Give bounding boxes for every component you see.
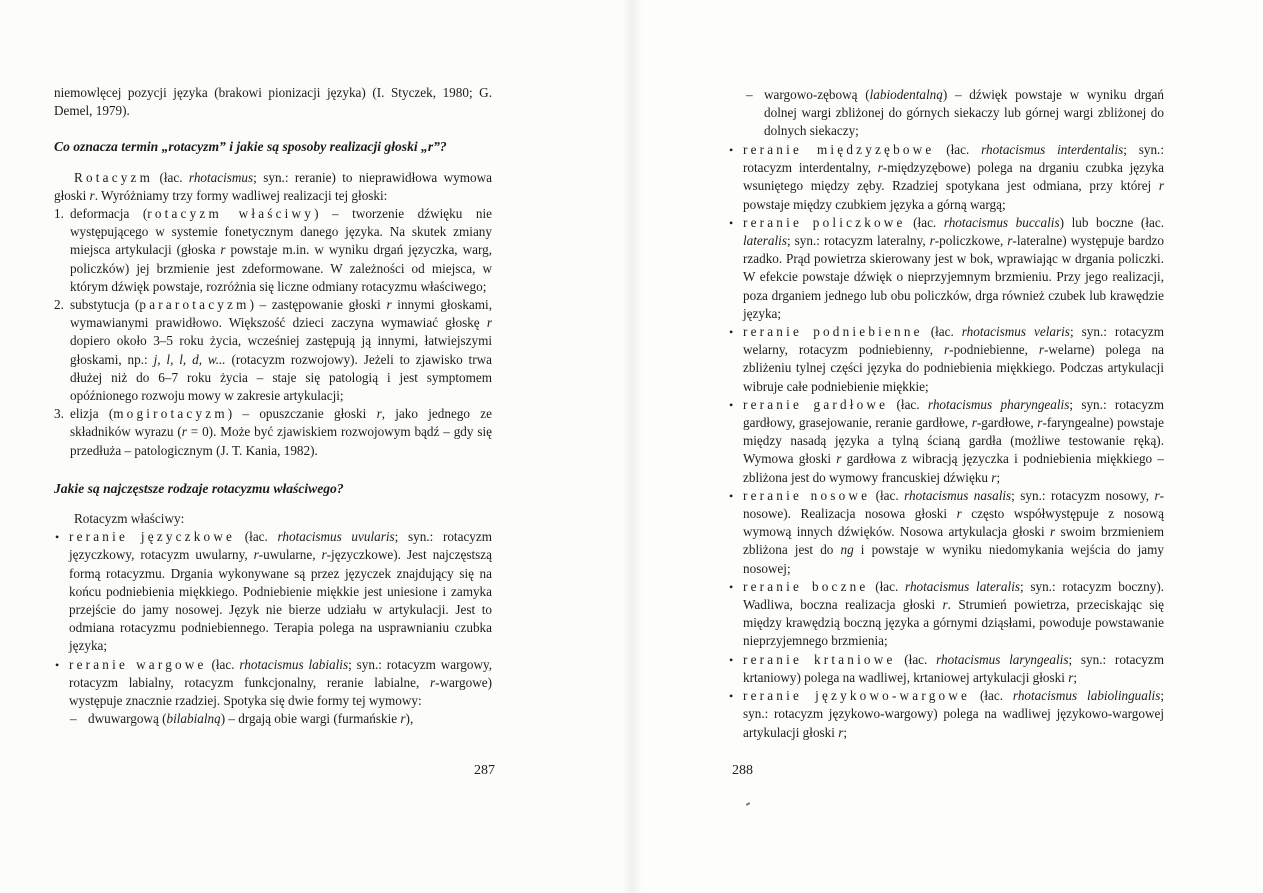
rotacism-types-list <box>54 528 492 710</box>
list-item: • reranie wargowe (łac. rhotacismus labialis; syn.: rotacyzm wargowy, rotacyzm labialny, rotacyzm funkcjonalny, reranie labialne, r-wargowe) występuje znacznie rzadziej. Spotyka się dwie formy tej wymowy: <box>55 656 493 709</box>
list-item: • reranie języczkowe (łac. rhotacismus uvularis; syn.: rotacyzm języczkowy, rotacyzm uwularny, r-uwularne, r-języczkowe). Jest najczęstszą formą rotacyzmu. Drgania wykonywane są przez języczek znajdujący się na końcu podniebienia miękkiego. Podniebienie miękkie jest uniesione i zamyka przejście do jamy nosowej. Język nie bierze udziału w artykulacji. Jest to odmiana rotacyzmu podniebiennego. Terapia polega na usprawnianiu czubka języka; <box>55 529 492 654</box>
question-heading-2: Jakie są najczęstsze rodzaje rotacyzmu właściwego? <box>54 480 344 496</box>
list-item: • reranie nosowe (łac. rhotacismus nasalis; syn.: rotacyzm nosowy, r-nosowe). Realizacja nosowa głoski r często współwystępuje z nosową wymową innych dźwięków. Nosowa artykulacja głoski r swoim brzmieniem zbliżona jest do ng i powstaje w wyniku niedomykania wejścia do jamy nosowej; <box>729 487 1165 576</box>
list-item: • reranie policzkowe (łac. rhotacismus buccalis) lub boczne (łac. lateralis; syn.: rotacyzm lateralny, r-policzkowe, r-lateralne) występuje bardzo rzadko. Prąd powietrza skierowany jest w bok, wprawiając w drgania policzki. W efekcie powstaje dźwięk o nieprzyjemnym brzmieniu. Przy jego realizacji, poza drganiem jednego lub obu policzków, drga również czubek lub krawędzie języka; <box>729 214 1164 321</box>
sub-item-bilabial: – dwuwargową (bilabialną) – drgają obie wargi (furmańskie r), <box>70 711 414 727</box>
book-gutter <box>622 0 642 893</box>
list-item: • reranie podniebienne (łac. rhotacismus velaris; syn.: rotacyzm welarny, rotacyzm podniebienny, r-podniebienne, r-welarne) polega na zbliżeniu tylnej części języka do podniebienia miękkiego. Podczas artykulacji wibruje całe podniebienie miękkie; <box>729 324 1164 394</box>
scan-speck <box>746 802 750 806</box>
page-number-left: 287 <box>474 763 495 778</box>
right-page-text <box>746 86 1164 141</box>
list-item: 2. substytucja (pararotacyzm) – zastępowanie głoski r innymi głoskami, wymawianymi prawidłowo. Większość dzieci zaczyna wymawiać głoskę r dopiero około 3–5 roku życia, wcześniej zastępują ją innymi, łatwiejszymi głoskami, np.: j, l, l, d, w... (rotacyzm rozwojowy). Jeżeli to zjawisko trwa dłużej niż do 6–7 roku życia – staje się patologią i jest symptomem opóźnionego rozwoju mowy w zakresie artykulacji; <box>54 297 492 404</box>
left-page-text <box>54 84 492 729</box>
list-item: • reranie gardłowe (łac. rhotacismus pharyngealis; syn.: rotacyzm gardłowy, grasejowanie, reranie gardłowe, r-gardłowe, r-faryngealne) powstaje między nasadą języka a tylną ścianą gardła (możliwe testowanie ręką). Wymowa głoski r gardłowa z wibracją języczka i podniebienia miękkiego – zbliżona jest do wymowy francuskiej dźwięku r; <box>729 396 1164 485</box>
question-heading-1: Co oznacza termin „rotacyzm” i jakie są sposoby realizacji głoski „r”? <box>54 139 447 155</box>
list-item: • reranie międzyzębowe (łac. rhotacismus interdentalis; syn.: rotacyzm interdentalny, r-międzyzębowe) polega na drganiu czubka języka wsuniętego między zęby. Rzadziej spotykana jest odmiana, przy której r powstaje między czubkiem języka a górną wargą; <box>729 142 1165 212</box>
right-page-bullets <box>728 141 1164 742</box>
rotacism-types-list-continued <box>728 141 1164 742</box>
page-number-right: 288 <box>732 763 753 778</box>
list-item: 1. deformacja (rotacyzm właściwy) – tworzenie dźwięku nie występującego w systemie fonetycznym danego języka. Na skutek zmiany miejsca artykulacji (głoska r powstaje m.in. w wyniku drgań języczka, warg, policzków) jej brzmienie jest zdeformowane. W zależności od miejsca, w którym dźwięk powstaje, rozróżnia się liczne odmiany rotacyzmu właściwego; <box>54 206 492 294</box>
list-item: • reranie boczne (łac. rhotacismus lateralis; syn.: rotacyzm boczny). Wadliwa, boczna realizacja głoski r. Strumień powietrza, przeciskając się między krawędzią boczną języka a górnymi dziąsłami, powoduje powstawanie nieprzyjemnego brzmienia; <box>729 578 1165 649</box>
right-page <box>632 0 1263 893</box>
lead-line: Rotacyzm właściwy: <box>74 511 185 527</box>
sub-item-labiodental: – wargowo-zębową (labiodentalną) – dźwięk powstaje w wyniku drgań dolnej wargi zbliżonej do górnych siekaczy lub górnej wargi zbliżonej do dolnych siekaczy; <box>746 87 1164 139</box>
realization-forms-list <box>54 205 492 460</box>
list-item: • reranie krtaniowe (łac. rhotacismus laryngealis; syn.: rotacyzm krtaniowy) polega na wadliwej, krtaniowej artykulacji głoski r; <box>729 651 1164 685</box>
list-item: 3. elizja (mogirotacyzm) – opuszczanie głoski r, jako jednego ze składników wyrazu (r = 0). Może być zjawiskiem rozwojowym bądź – gdy się przedłuża – patologicznym (J. T. Kania, 1982). <box>54 406 492 458</box>
list-item: • reranie językowo-wargowe (łac. rhotacismus labiolingualis; syn.: rotacyzm językowo-wargowy) polega na wadliwej językowo-wargowej artykulacji głoski r; <box>729 688 1165 740</box>
definition-paragraph: Rotacyzm (łac. rhotacismus; syn.: reranie) to nieprawidłowa wymowa głoski r. Wyróżniamy trzy formy wadliwej realizacji tej głoski: <box>54 169 493 203</box>
intro-paragraph: niemowlęcej pozycji języka (brakowi pionizacji języka) (I. Styczek, 1980; G. Demel, 1979). <box>54 85 492 119</box>
